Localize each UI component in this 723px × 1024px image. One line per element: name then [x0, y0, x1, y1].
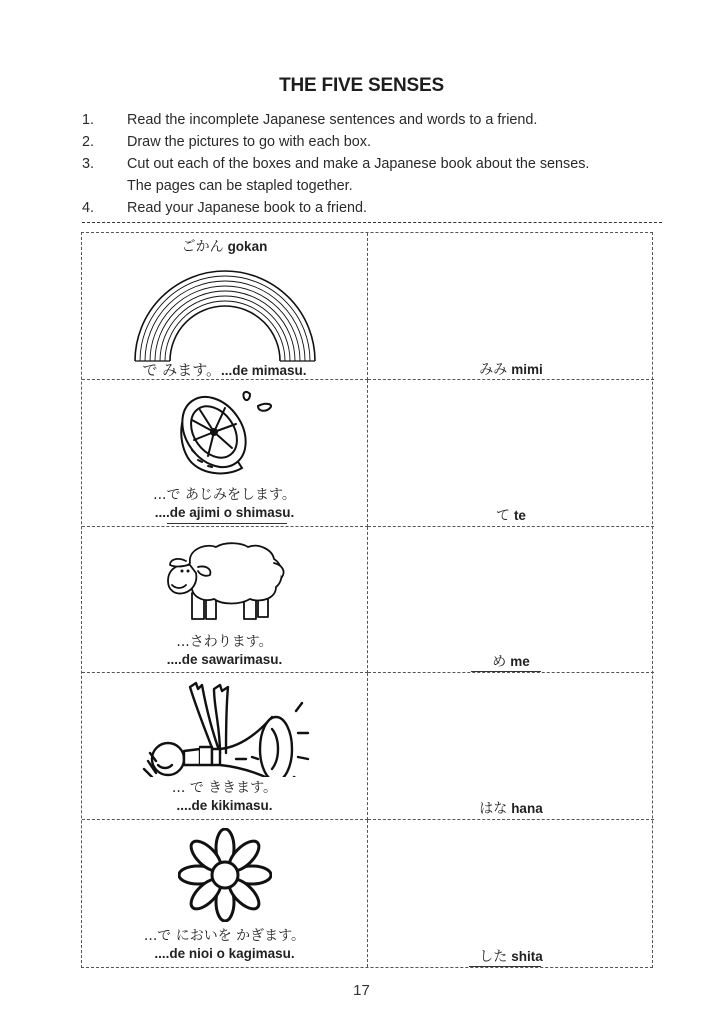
senses-grid [81, 232, 653, 968]
card-te [368, 380, 654, 527]
sentence-romaji: ....de nioi o kagimasu. [154, 946, 295, 962]
instruction-text: Read the incomplete Japanese sentences and words to a friend. [127, 112, 538, 128]
instruction-number: 3. [82, 156, 95, 172]
card-sentence-romaji [82, 651, 367, 667]
instruction-number [82, 175, 127, 197]
card-ajimi [82, 380, 368, 527]
word-romaji: me [510, 653, 530, 669]
card-sentence-jp [82, 925, 367, 945]
card-kagimasu [82, 820, 368, 967]
lemon-icon [170, 388, 280, 480]
instruction-number: 2. [82, 134, 95, 150]
card-sentence-romaji [82, 797, 367, 813]
answer-underline [469, 966, 541, 967]
header-jp: ごかん [181, 239, 224, 255]
word-romaji: shita [511, 949, 543, 965]
rainbow-icon [130, 267, 320, 363]
word-jp: はな [479, 801, 508, 818]
word-jp: みみ [479, 362, 508, 378]
instruction-item [82, 153, 672, 175]
card-shita [368, 820, 654, 967]
instruction-number: 4. [82, 200, 95, 216]
instruction-text: Cut out each of the boxes and make a Japanese book about the senses. [127, 156, 590, 172]
instruction-item [82, 197, 672, 219]
instruction-text: Read your Japanese book to a friend. [127, 200, 368, 216]
instruction-number: 1. [82, 112, 95, 128]
card-sentence [82, 359, 367, 380]
word-jp: め [492, 653, 507, 670]
card-word [368, 359, 654, 379]
card-sentence-romaji [82, 504, 367, 520]
card-mimi [368, 233, 654, 380]
instructions-list [82, 109, 672, 219]
sentence-jp: ... で ききます。 [171, 780, 278, 797]
word-romaji: hana [511, 801, 543, 817]
sentence-jp: ...で あじみをします。 [153, 486, 296, 503]
card-sentence-romaji [82, 945, 367, 961]
instruction-item [82, 109, 672, 131]
cut-line-divider [82, 222, 662, 223]
answer-underline [471, 671, 541, 672]
flower-icon [178, 828, 272, 922]
word-romaji: mimi [511, 362, 543, 377]
page-title: THE FIVE SENSES [279, 75, 444, 96]
card-sentence-jp [82, 484, 367, 504]
word-jp: した [479, 949, 508, 966]
sentence-romaji: ...de mimasu. [221, 363, 307, 378]
sentence-romaji: ....de ajimi o shimasu. [154, 504, 295, 520]
answer-underline [167, 523, 287, 524]
horn-icon [140, 677, 310, 777]
card-word [368, 505, 654, 525]
header-romaji: gokan [227, 239, 268, 254]
sentence-jp: ...さわります。 [176, 633, 273, 650]
instruction-item [82, 131, 672, 153]
instruction-text: Draw the pictures to go with each box. [127, 134, 371, 150]
card-sentence-jp [82, 777, 367, 797]
card-word [368, 798, 654, 818]
instruction-text: The pages can be stapled together. [127, 178, 353, 194]
card-header [82, 236, 367, 256]
sheep-icon [160, 541, 290, 627]
card-sawarimasu [82, 527, 368, 674]
card-gokan [82, 233, 368, 380]
card-word [368, 946, 654, 966]
sentence-jp: で みます。 [142, 361, 222, 379]
word-jp: て [496, 507, 511, 524]
card-me [368, 527, 654, 674]
card-hana [368, 673, 654, 820]
sentence-romaji: ....de sawarimasu. [166, 651, 283, 667]
sentence-jp: ...で においを かぎます。 [143, 928, 306, 945]
instruction-item [82, 175, 672, 197]
word-romaji: te [513, 507, 526, 523]
card-kikimasu [82, 673, 368, 820]
card-sentence-jp [82, 631, 367, 651]
sentence-romaji: ....de kikimasu. [176, 798, 273, 814]
page-number: 17 [353, 982, 370, 999]
card-word [368, 651, 654, 671]
